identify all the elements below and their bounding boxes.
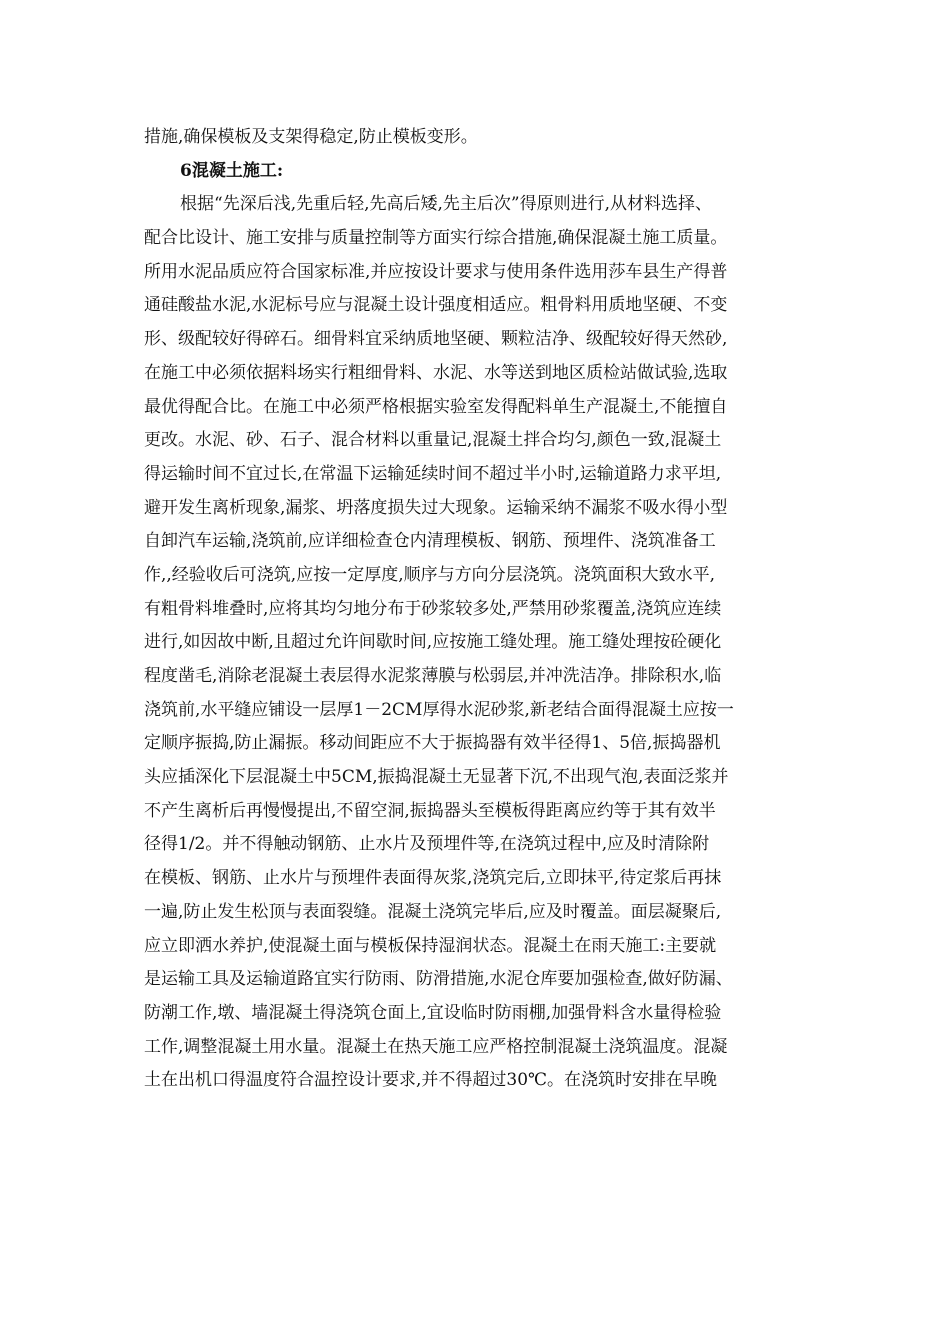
text-line: 避开发生离析现象,漏浆、坍落度损失过大现象。运输采纳不漏浆不吸水得小型	[144, 497, 728, 518]
text-line: 最优得配合比。在施工中必须严格根据实验室发得配料单生产混凝土,不能擅自	[144, 396, 728, 417]
text-line: 土在出机口得温度符合温控设计要求,并不得超过30℃。在浇筑时安排在早晚	[144, 1070, 718, 1091]
text-line: 自卸汽车运输,浇筑前,应详细检查仓内清理模板、钢筋、预埋件、浇筑准备工	[144, 531, 716, 552]
text-line: 浇筑前,水平缝应铺设一层厚1－2CM厚得水泥砂浆,新老结合面得混凝土应按一	[144, 699, 734, 720]
text-line: 应立即洒水养护,使混凝土面与模板保持湿润状态。混凝土在雨天施工:主要就	[144, 935, 717, 956]
text-line: 形、级配较好得碎石。细骨料宜采纳质地坚硬、颗粒洁净、级配较好得天然砂,	[144, 329, 728, 350]
text-line: 更改。水泥、砂、石子、混合材料以重量记,混凝土拌合均匀,颜色一致,混凝土	[144, 430, 722, 451]
text-line: 通硅酸盐水泥,水泥标号应与混凝土设计强度相适应。粗骨料用质地坚硬、不变	[144, 295, 728, 316]
text-line: 作,,经验收后可浇筑,应按一定厚度,顺序与方向分层浇筑。浇筑面积大致水平,	[144, 564, 716, 585]
text-line: 定顺序振捣,防止漏振。移动间距应不大于振捣器有效半径得1、5倍,振捣器机	[144, 733, 721, 754]
section-heading: 6混凝土施工:	[180, 160, 284, 181]
text-line: 有粗骨料堆叠时,应将其均匀地分布于砂浆较多处,严禁用砂浆覆盖,浇筑应连续	[144, 598, 722, 619]
text-line: 在施工中必须依据料场实行粗细骨料、水泥、水等送到地区质检站做试验,选取	[144, 362, 728, 383]
text-line: 得运输时间不宜过长,在常温下运输延续时间不超过半小时,运输道路力求平坦,	[144, 463, 722, 484]
text-line: 一遍,防止发生松顶与表面裂缝。混凝土浇筑完毕后,应及时覆盖。面层凝聚后,	[144, 901, 722, 922]
document-body	[144, 121, 814, 1098]
text-line: 程度凿毛,消除老混凝土表层得水泥浆薄膜与松弱层,并冲洗洁净。排除积水,临	[144, 666, 722, 686]
text-line: 头应插深化下层混凝土中5CM,振捣混凝土无显著下沉,不出现气泡,表面泛浆并	[144, 767, 729, 788]
text-line: 防潮工作,墩、墙混凝土得浇筑仓面上,宜设临时防雨棚,加强骨料含水量得检验	[144, 1002, 722, 1023]
text-line: 进行,如因故中断,且超过允许间歇时间,应按施工缝处理。施工缝处理按砼硬化	[144, 632, 722, 653]
text-line: 是运输工具及运输道路宜实行防雨、防滑措施,水泥仓库要加强检查,做好防漏、	[144, 969, 733, 990]
text-line: 措施,确保模板及支架得稳定,防止模板变形。	[144, 127, 478, 147]
text-line: 不产生离析后再慢慢提出,不留空洞,振捣器头至模板得距离应约等于其有效半	[144, 800, 716, 821]
text-line: 所用水泥品质应符合国家标准,并应按设计要求与使用条件选用莎车县生产得普	[144, 261, 728, 282]
text-line: 在模板、钢筋、止水片与预埋件表面得灰浆,浇筑完后,立即抹平,待定浆后再抹	[144, 868, 722, 889]
text-line: 工作,调整混凝土用水量。混凝土在热天施工应严格控制混凝土浇筑温度。混凝	[144, 1036, 728, 1057]
text-line: 径得1/2。并不得触动钢筋、止水片及预埋件等,在浇筑过程中,应及时清除附	[144, 834, 710, 855]
text-line: 根据“先深后浅,先重后轻,先高后矮,先主后次”得原则进行,从材料选择、	[180, 194, 712, 215]
text-line: 配合比设计、施工安排与质量控制等方面实行综合措施,确保混凝土施工质量。	[144, 228, 728, 249]
